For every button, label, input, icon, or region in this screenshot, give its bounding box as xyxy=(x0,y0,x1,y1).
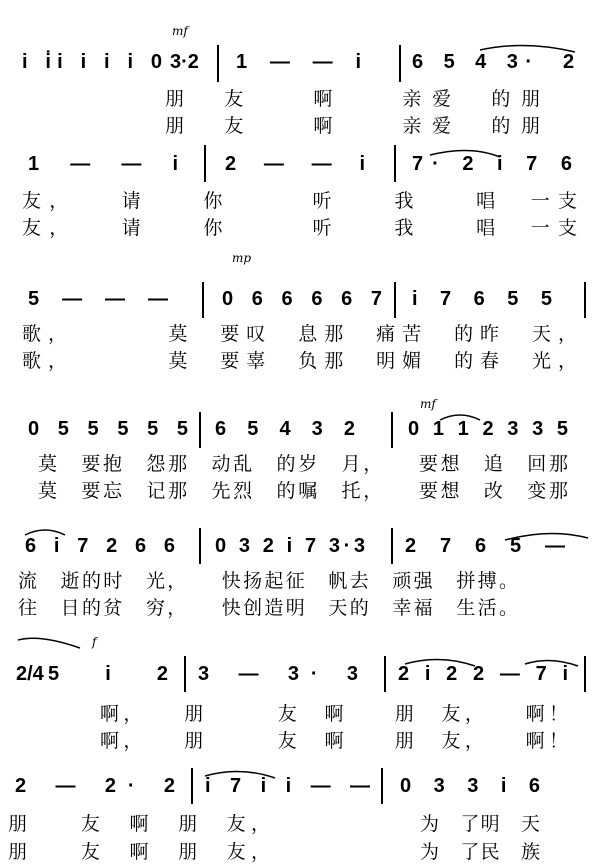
notes: 0 3 2 i 7 3·3 xyxy=(215,535,365,557)
notes: 6 5 4 3· xyxy=(412,51,532,73)
lyric-line: 朋 友 啊 亲爱 的朋 xyxy=(165,88,540,110)
notes: i i̇i i i i 0 xyxy=(22,51,162,73)
notes: 7· 2 i 7 6 xyxy=(412,153,572,175)
notes: 2 xyxy=(563,51,575,73)
dynamic-mark: mf xyxy=(420,397,436,411)
slur xyxy=(18,638,80,648)
notes: i 7 i i — — xyxy=(205,775,370,797)
notes: 6 5 4 3 2 xyxy=(215,418,355,440)
score-row-1 xyxy=(22,24,575,137)
lyric-line: 朋 友 啊 亲爱 的朋 xyxy=(165,115,540,137)
notes: 2 7 6 5 — xyxy=(405,535,565,557)
score-row-2 xyxy=(22,145,577,239)
lyric-line: 为 了明 天 xyxy=(420,813,540,835)
lyric-line: 莫 要忘 记那 先烈 的嘱 托， 要想 改 变那 xyxy=(38,480,568,502)
score-row-7 xyxy=(8,768,540,863)
notes: i 7 6 5 5 xyxy=(412,288,552,310)
lyric-line: 莫 要抱 怨那 动乱 的岁 月， 要想 追 回那 xyxy=(38,453,568,475)
notes: 3·2 xyxy=(170,51,199,73)
dynamic-mark: mf xyxy=(172,24,188,38)
score-row-3 xyxy=(22,251,585,372)
lyric-line: 为 了民 族 xyxy=(420,841,540,863)
notes: 2 i 2 2 — 7 i xyxy=(398,663,568,685)
lyric-line: 友， 请 你 听 我 唱 一支 xyxy=(22,217,577,239)
lyric-line: 歌， 莫 要叹 息那 痛苦 的昨 天， xyxy=(22,323,577,345)
score-row-4 xyxy=(28,397,568,502)
notes: 1 — — i xyxy=(236,51,361,73)
notes: 0 5 5 5 5 5 xyxy=(28,418,188,440)
lyric-line: 流 逝的时 光， 快扬起征 帆去 顽强 拼搏。 xyxy=(18,570,518,592)
notes: 5 i 2 xyxy=(48,663,168,685)
lyric-line: 朋 友 啊 朋 友， xyxy=(8,841,270,863)
lyric-line: 往 日的贫 穷， 快创造明 天的 幸福 生活。 xyxy=(18,597,518,619)
lyric-line: 歌， 莫 要辜 负那 明媚 的春 光， xyxy=(22,350,577,372)
lyric-line: 啊， 朋 友 啊 朋 友， 啊！ xyxy=(100,730,568,752)
score-row-5 xyxy=(18,528,588,619)
notes: 1 — — i xyxy=(28,153,178,175)
lyric-line: 朋 友 啊 朋 友， xyxy=(8,813,270,835)
notes: 5 — — — xyxy=(28,288,168,310)
notes: 0 6 6 6 6 7 xyxy=(222,288,382,310)
score-row-6 xyxy=(16,635,585,752)
notes: 0 3 3 i 6 xyxy=(400,775,540,797)
notes: 2 — — i xyxy=(225,153,365,175)
dynamic-mark: f xyxy=(92,635,97,649)
time-signature: 2/4 xyxy=(16,663,44,685)
lyric-line: 啊， 朋 友 啊 朋 友， 啊！ xyxy=(100,703,568,725)
lyric-line: 友， 请 你 听 我 唱 一支 xyxy=(22,190,577,212)
notes: 0 1 1 2 3 3 5 xyxy=(408,418,568,440)
notes: 6 i 7 2 6 6 xyxy=(25,535,175,557)
dynamic-mark: mp xyxy=(232,251,252,265)
notes: 3 — 3· 3 xyxy=(198,663,358,685)
notes: 2 — 2· 2 xyxy=(15,775,175,797)
